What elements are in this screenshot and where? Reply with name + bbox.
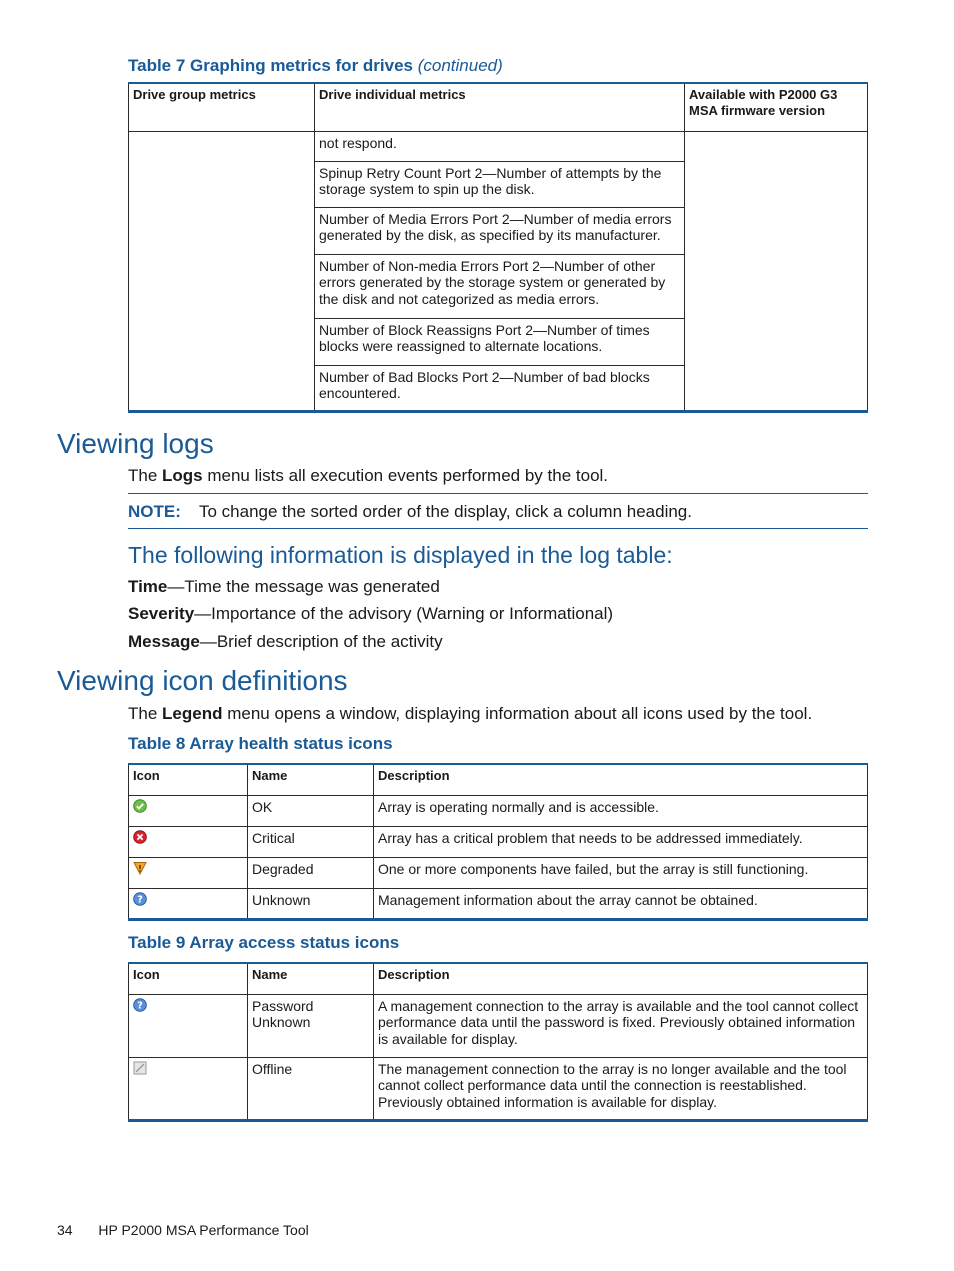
svg-text:?: ? [137,894,143,905]
page-number: 34 [57,1222,73,1238]
table9-desc: A management connection to the array is available and the tool cannot collect performance data until the password is fixed. Previously obtained information is available for display. [374,994,868,1057]
note-label: NOTE: [128,502,181,521]
table9-header-icon: Icon [129,963,248,994]
table7-header-group: Drive group metrics [129,83,315,131]
table7-caption [128,56,503,76]
table-row [129,1057,868,1120]
ok-check-icon [133,799,243,813]
table8-name: Degraded [248,857,374,888]
intro-post: menu opens a window, displaying information about all icons used by the tool. [222,704,813,723]
table8-icon-cell [129,888,248,919]
table8-desc: One or more components have failed, but the array is still functioning. [374,857,868,888]
log-item-message [128,632,443,652]
table9 [128,962,868,1122]
table-row [129,888,868,919]
offline-icon [133,1061,243,1075]
table8-desc: Array is operating normally and is accessible. [374,795,868,826]
footer-doc-title: HP P2000 MSA Performance Tool [98,1222,309,1238]
table-row [129,795,868,826]
table7-cell: Number of Non-media Errors Port 2—Number of other errors generated by the storage system or generated by the disk and not categorized as media errors. [315,254,685,318]
page-footer [57,1222,309,1238]
table8-caption: Table 8 Array health status icons [128,734,393,753]
icon-defs-heading: Viewing icon definitions [57,665,348,696]
table9-icon-cell [129,994,248,1057]
table7-cell: not respond. [315,131,685,161]
intro-pre: The [128,466,163,485]
critical-x-icon [133,830,243,844]
table8-desc: Management information about the array cannot be obtained. [374,888,868,919]
table8-header-name: Name [248,764,374,795]
table9-header-name: Name [248,963,374,994]
table9-name: Password Unknown [248,994,374,1057]
table8-icon-cell [129,826,248,857]
table7 [128,82,868,413]
table7-caption-suffix: (continued) [417,56,503,75]
log-term: Severity [128,604,195,623]
viewing-logs-heading: Viewing logs [57,428,214,459]
table9-header-description: Description [374,963,868,994]
table8-name: OK [248,795,374,826]
viewing-logs-intro [128,466,608,486]
table-row [129,131,868,161]
table-row [129,857,868,888]
table7-cell: Number of Media Errors Port 2—Number of media errors generated by the disk, as specified by its manufacturer. [315,207,685,254]
log-item-severity [128,604,613,624]
table7-cell: Number of Bad Blocks Port 2—Number of bad blocks encountered. [315,365,685,411]
note-top-rule [128,493,868,494]
log-term: Message [128,632,200,651]
intro-pre: The [128,704,163,723]
password-unknown-question-icon [133,998,243,1012]
table8-name: Critical [248,826,374,857]
degraded-warning-icon [133,861,243,875]
note [128,502,692,522]
table7-firmware-cell [685,131,868,411]
log-item-time [128,577,440,597]
log-desc: —Importance of the advisory (Warning or Informational) [194,604,614,623]
table9-name: Offline [248,1057,374,1120]
logs-menu-term: Logs [162,466,203,485]
table-row [129,826,868,857]
note-text: To change the sorted order of the display, click a column heading. [199,502,692,521]
table9-icon-cell [129,1057,248,1120]
note-bottom-rule [128,528,868,529]
icon-defs-intro [128,704,812,724]
table9-desc: The management connection to the array is no longer available and the tool cannot collect performance data until the connection is reestablished. Previously obtained information is available for display. [374,1057,868,1120]
table7-cell: Number of Block Reassigns Port 2—Number of times blocks were reassigned to alternate locations. [315,318,685,365]
table8-icon-cell [129,795,248,826]
table8-icon-cell [129,857,248,888]
table8-header-description: Description [374,764,868,795]
unknown-question-icon [133,892,243,906]
svg-text:?: ? [137,1000,143,1011]
legend-menu-term: Legend [162,704,223,723]
table8 [128,763,868,921]
intro-post: menu lists all execution events performed by the tool. [202,466,609,485]
table7-caption-text: Table 7 Graphing metrics for drives [128,56,413,75]
table8-name: Unknown [248,888,374,919]
table7-group-cell [129,131,315,411]
log-desc: —Time the message was generated [167,577,440,596]
table8-desc: Array has a critical problem that needs to be addressed immediately. [374,826,868,857]
log-term: Time [128,577,168,596]
table-row [129,994,868,1057]
log-desc: —Brief description of the activity [199,632,443,651]
table8-header-icon: Icon [129,764,248,795]
table9-caption: Table 9 Array access status icons [128,933,400,952]
table7-header-firmware: Available with P2000 G3 MSA firmware version [685,83,868,131]
table7-header-individual: Drive individual metrics [315,83,685,131]
table7-cell: Spinup Retry Count Port 2—Number of attempts by the storage system to spin up the disk. [315,161,685,207]
log-table-info-heading: The following information is displayed in the log table: [128,542,673,568]
